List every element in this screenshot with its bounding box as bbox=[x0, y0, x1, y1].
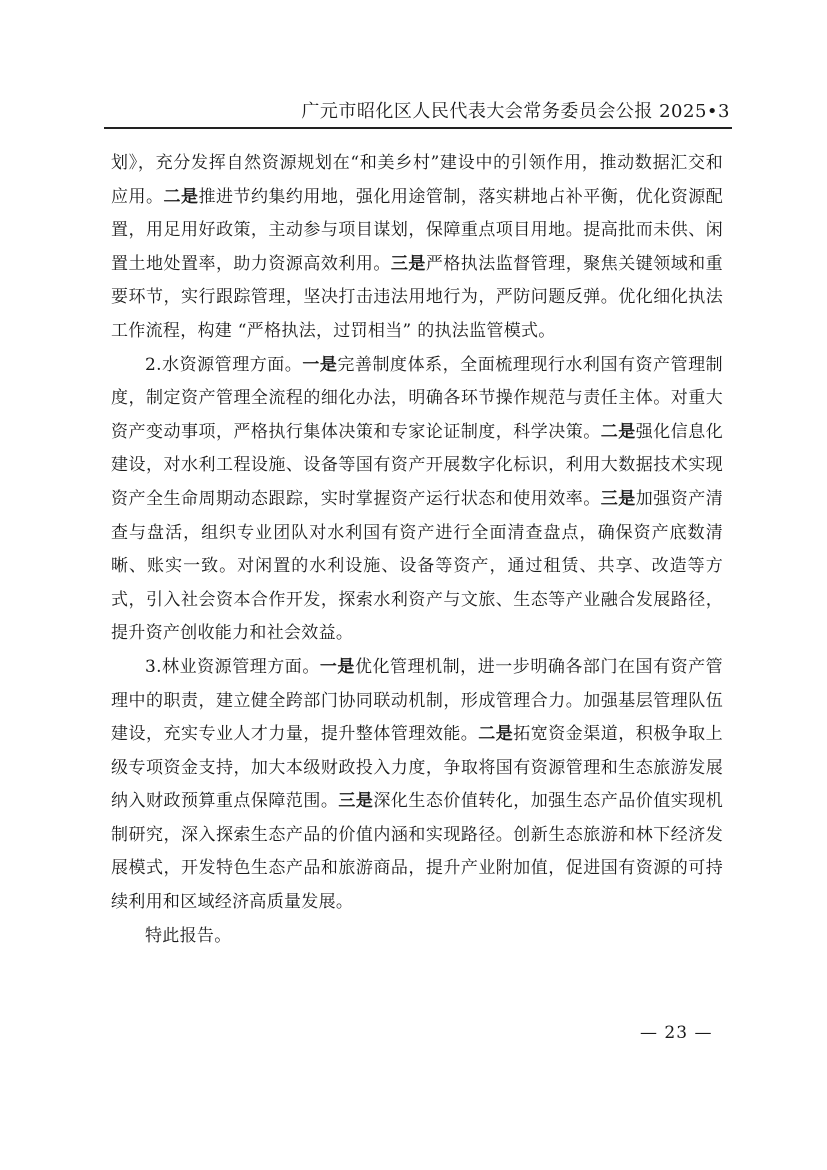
emphasis-marker: 二是 bbox=[478, 724, 514, 745]
emphasis-marker: 三是 bbox=[338, 791, 374, 812]
page-number: — 23 — bbox=[640, 1023, 713, 1043]
running-header: 广元市昭化区人民代表大会常务委员会公报 2025•3 bbox=[301, 101, 730, 122]
emphasis-marker: 二是 bbox=[600, 421, 636, 442]
body-paragraph bbox=[111, 920, 723, 954]
paragraph-text: 特此报告。 bbox=[145, 925, 232, 946]
paragraph-text: 加强资产清查与盘活，组织专业团队对水利国有资产进行全面清查盘点，确保资产底数清晰、账实一致。对闲置的水利设施、设备等资产，通过租赁、共享、改造等方式，引入社会资本合作开发，探索水利资产与文旅、生态等产业融合发展路径，提升资产创收能力和社会效益。 bbox=[111, 488, 723, 644]
body-paragraph bbox=[111, 349, 723, 651]
paragraph-text: 强化信息化建设，对水利工程设施、设备等国有资产开展数字化标识，利用大数据技术实现资产全生命周期动态跟踪，实时掌握资产运行状态和使用效率。 bbox=[111, 421, 723, 509]
report-body bbox=[111, 147, 723, 953]
header-divider bbox=[104, 127, 732, 129]
paragraph-text: 完善制度体系，全面梳理现行水利国有资产管理制度，制定资产管理全流程的细化办法，明确各环节操作规范与责任主体。对重大资产变动事项，严格执行集体决策和专家论证制度，科学决策。 bbox=[111, 354, 723, 442]
emphasis-marker: 一是 bbox=[302, 354, 338, 375]
paragraph-text: 深化生态价值转化，加强生态产品价值实现机制研究，深入探索生态产品的价值内涵和实现路径。创新生态旅游和林下经济发展模式，开发特色生态产品和旅游商品，提升产业附加值，促进国有资源的可持续利用和区域经济高质量发展。 bbox=[111, 791, 723, 913]
paragraph-text: 推进节约集约用地，强化用途管制，落实耕地占补平衡，优化资源配置，用足用好政策，主动参与项目谋划，保障重点项目用地。提高批而未供、闲置土地处置率，助力资源高效利用。 bbox=[111, 186, 723, 274]
emphasis-marker: 二是 bbox=[163, 186, 199, 207]
paragraph-text: 拓宽资金渠道，积极争取上级专项资金支持，加大本级财政投入力度，争取将国有资源管理和生态旅游发展纳入财政预算重点保障范围。 bbox=[111, 724, 723, 812]
emphasis-marker: 一是 bbox=[319, 656, 355, 677]
paragraph-text: 2.水资源管理方面。 bbox=[145, 354, 303, 375]
paragraph-text: 严格执法监督管理，聚焦关键领域和重要环节，实行跟踪管理，坚决打击违法用地行为，严防问题反弹。优化细化执法工作流程，构建 “严格执法，过罚相当” 的执法监管模式。 bbox=[111, 253, 723, 341]
emphasis-marker: 三是 bbox=[390, 253, 426, 274]
body-paragraph bbox=[111, 651, 723, 920]
emphasis-marker: 三是 bbox=[600, 488, 636, 509]
body-paragraph bbox=[111, 147, 723, 349]
paragraph-text: 划》，充分发挥自然资源规划在“和美乡村”建设中的引领作用，推动数据汇交和应用。 bbox=[111, 153, 723, 207]
paragraph-text: 优化管理机制，进一步明确各部门在国有资产管理中的职责，建立健全跨部门协同联动机制，形成管理合力。加强基层管理队伍建设，充实专业人才力量，提升整体管理效能。 bbox=[111, 656, 723, 745]
paragraph-text: 3.林业资源管理方面。 bbox=[145, 656, 320, 677]
